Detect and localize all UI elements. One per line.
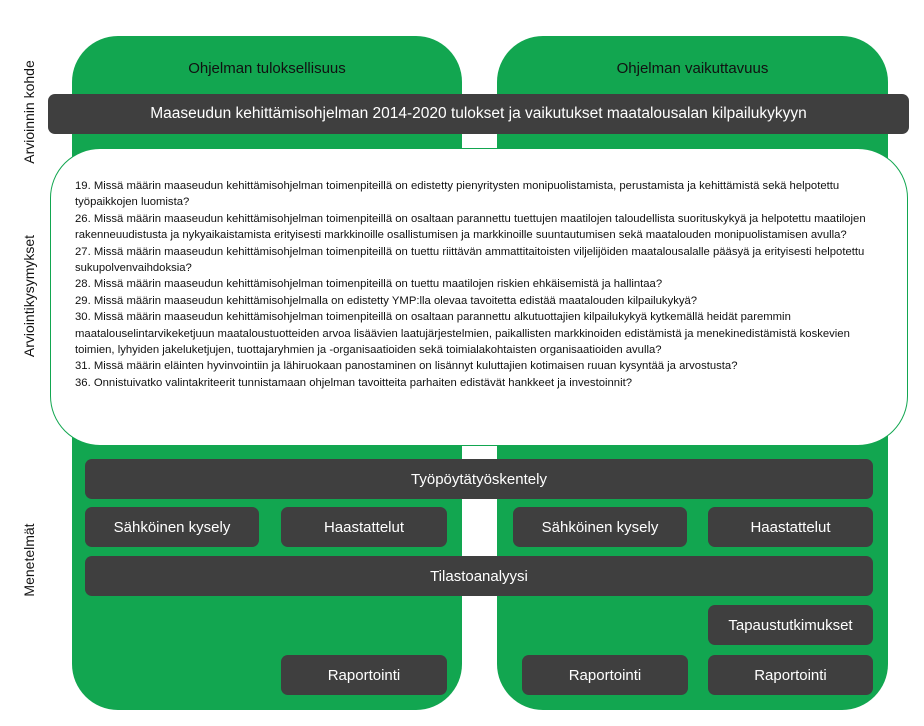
side-label-methods: Menetelmät xyxy=(21,523,37,597)
evaluation-questions-box xyxy=(50,148,908,446)
question-19: 19. Missä määrin maaseudun kehittämisohjelman toimenpiteillä on edistetty pienyritysten monipuolistamista, perustamista ja kehittämistä sekä helpotettu työpaikkojen luomista? xyxy=(75,180,840,209)
method-case-studies: Tapaustutkimukset xyxy=(708,605,873,645)
method-interviews-impact: Haastattelut xyxy=(708,507,873,547)
method-desk-study: Työpöytätyöskentely xyxy=(85,459,873,499)
method-reporting-impact-1: Raportointi xyxy=(522,655,688,695)
method-survey-impact: Sähköinen kysely xyxy=(513,507,687,547)
question-29: 29. Missä määrin maaseudun kehittämisohjelmalla on edistetty YMP:lla olevaa tavoitetta edistää maatalouden kilpailukykyä? xyxy=(75,294,698,307)
question-30: 30. Missä määrin maaseudun kehittämisohjelman toimenpiteillä on osaltaan parannettu alkutuottajien kilpailukykyä kytkemällä heidät paremmin maatalouselintarvikeketjuun maataloustuotteiden arvoa lisäävien laatujärjestelmien, paikallisten markkinoiden edistämistä ja menekinedistämistä koskevien toimien, lyhyiden jakeluketjujen, tuottajaryhmien ja -organisaatioiden sekä toimialakohtaisten organisaatioiden avulla? xyxy=(75,311,850,357)
side-label-evaluation-target: Arvioinnin kohde xyxy=(21,60,37,164)
method-reporting-impact-2: Raportointi xyxy=(708,655,873,695)
question-27: 27. Missä määrin maaseudun kehittämisohjelman toimenpiteillä on tuettu riittävän ammattitaitoisten viljelijöiden maatalousalalle pääsyä ja erityisesti helpotettu sukupolvenvaihdoksia? xyxy=(75,245,865,275)
question-26: 26. Missä määrin maaseudun kehittämisohjelman toimenpiteillä on osaltaan parannettu tuettujen maatilojen taloudellista suorituskykyä ja helpotettu maatilojen rakenneuudistusta ja nykyaikaistamista erityisesti markkinoille osallistumisen ja markkinoille suuntautumisen sekä maatalouden monipuolistamisen avulla? xyxy=(75,212,866,242)
method-interviews-efficiency: Haastattelut xyxy=(281,507,447,547)
efficiency-column-title: Ohjelman tuloksellisuus xyxy=(188,60,346,77)
method-survey-efficiency: Sähköinen kysely xyxy=(85,507,259,547)
question-28: 28. Missä määrin maaseudun kehittämisohjelman toimenpiteillä on tuettu maatilojen riskien ehkäisemistä ja hallintaa? xyxy=(75,278,663,291)
side-label-evaluation-questions: Arviointikysymykset xyxy=(21,234,37,358)
impact-column-title: Ohjelman vaikuttavuus xyxy=(616,60,769,77)
question-36: 36. Onnistuivatko valintakriteerit tunnistamaan ohjelman tavoitteita parhaiten edistävät hankkeet ja investoinnit? xyxy=(75,376,633,389)
question-31: 31. Missä määrin eläinten hyvinvointiin ja lähiruokaan panostaminen on lisännyt kuluttajien kotimaisen ruuan kysyntää ja arvostusta? xyxy=(75,360,738,373)
method-reporting-efficiency: Raportointi xyxy=(281,655,447,695)
method-statistical-analysis: Tilastoanalyysi xyxy=(85,556,873,596)
evaluation-target-banner: Maaseudun kehittämisohjelman 2014-2020 tulokset ja vaikutukset maatalousalan kilpailukykyyn xyxy=(48,94,909,134)
